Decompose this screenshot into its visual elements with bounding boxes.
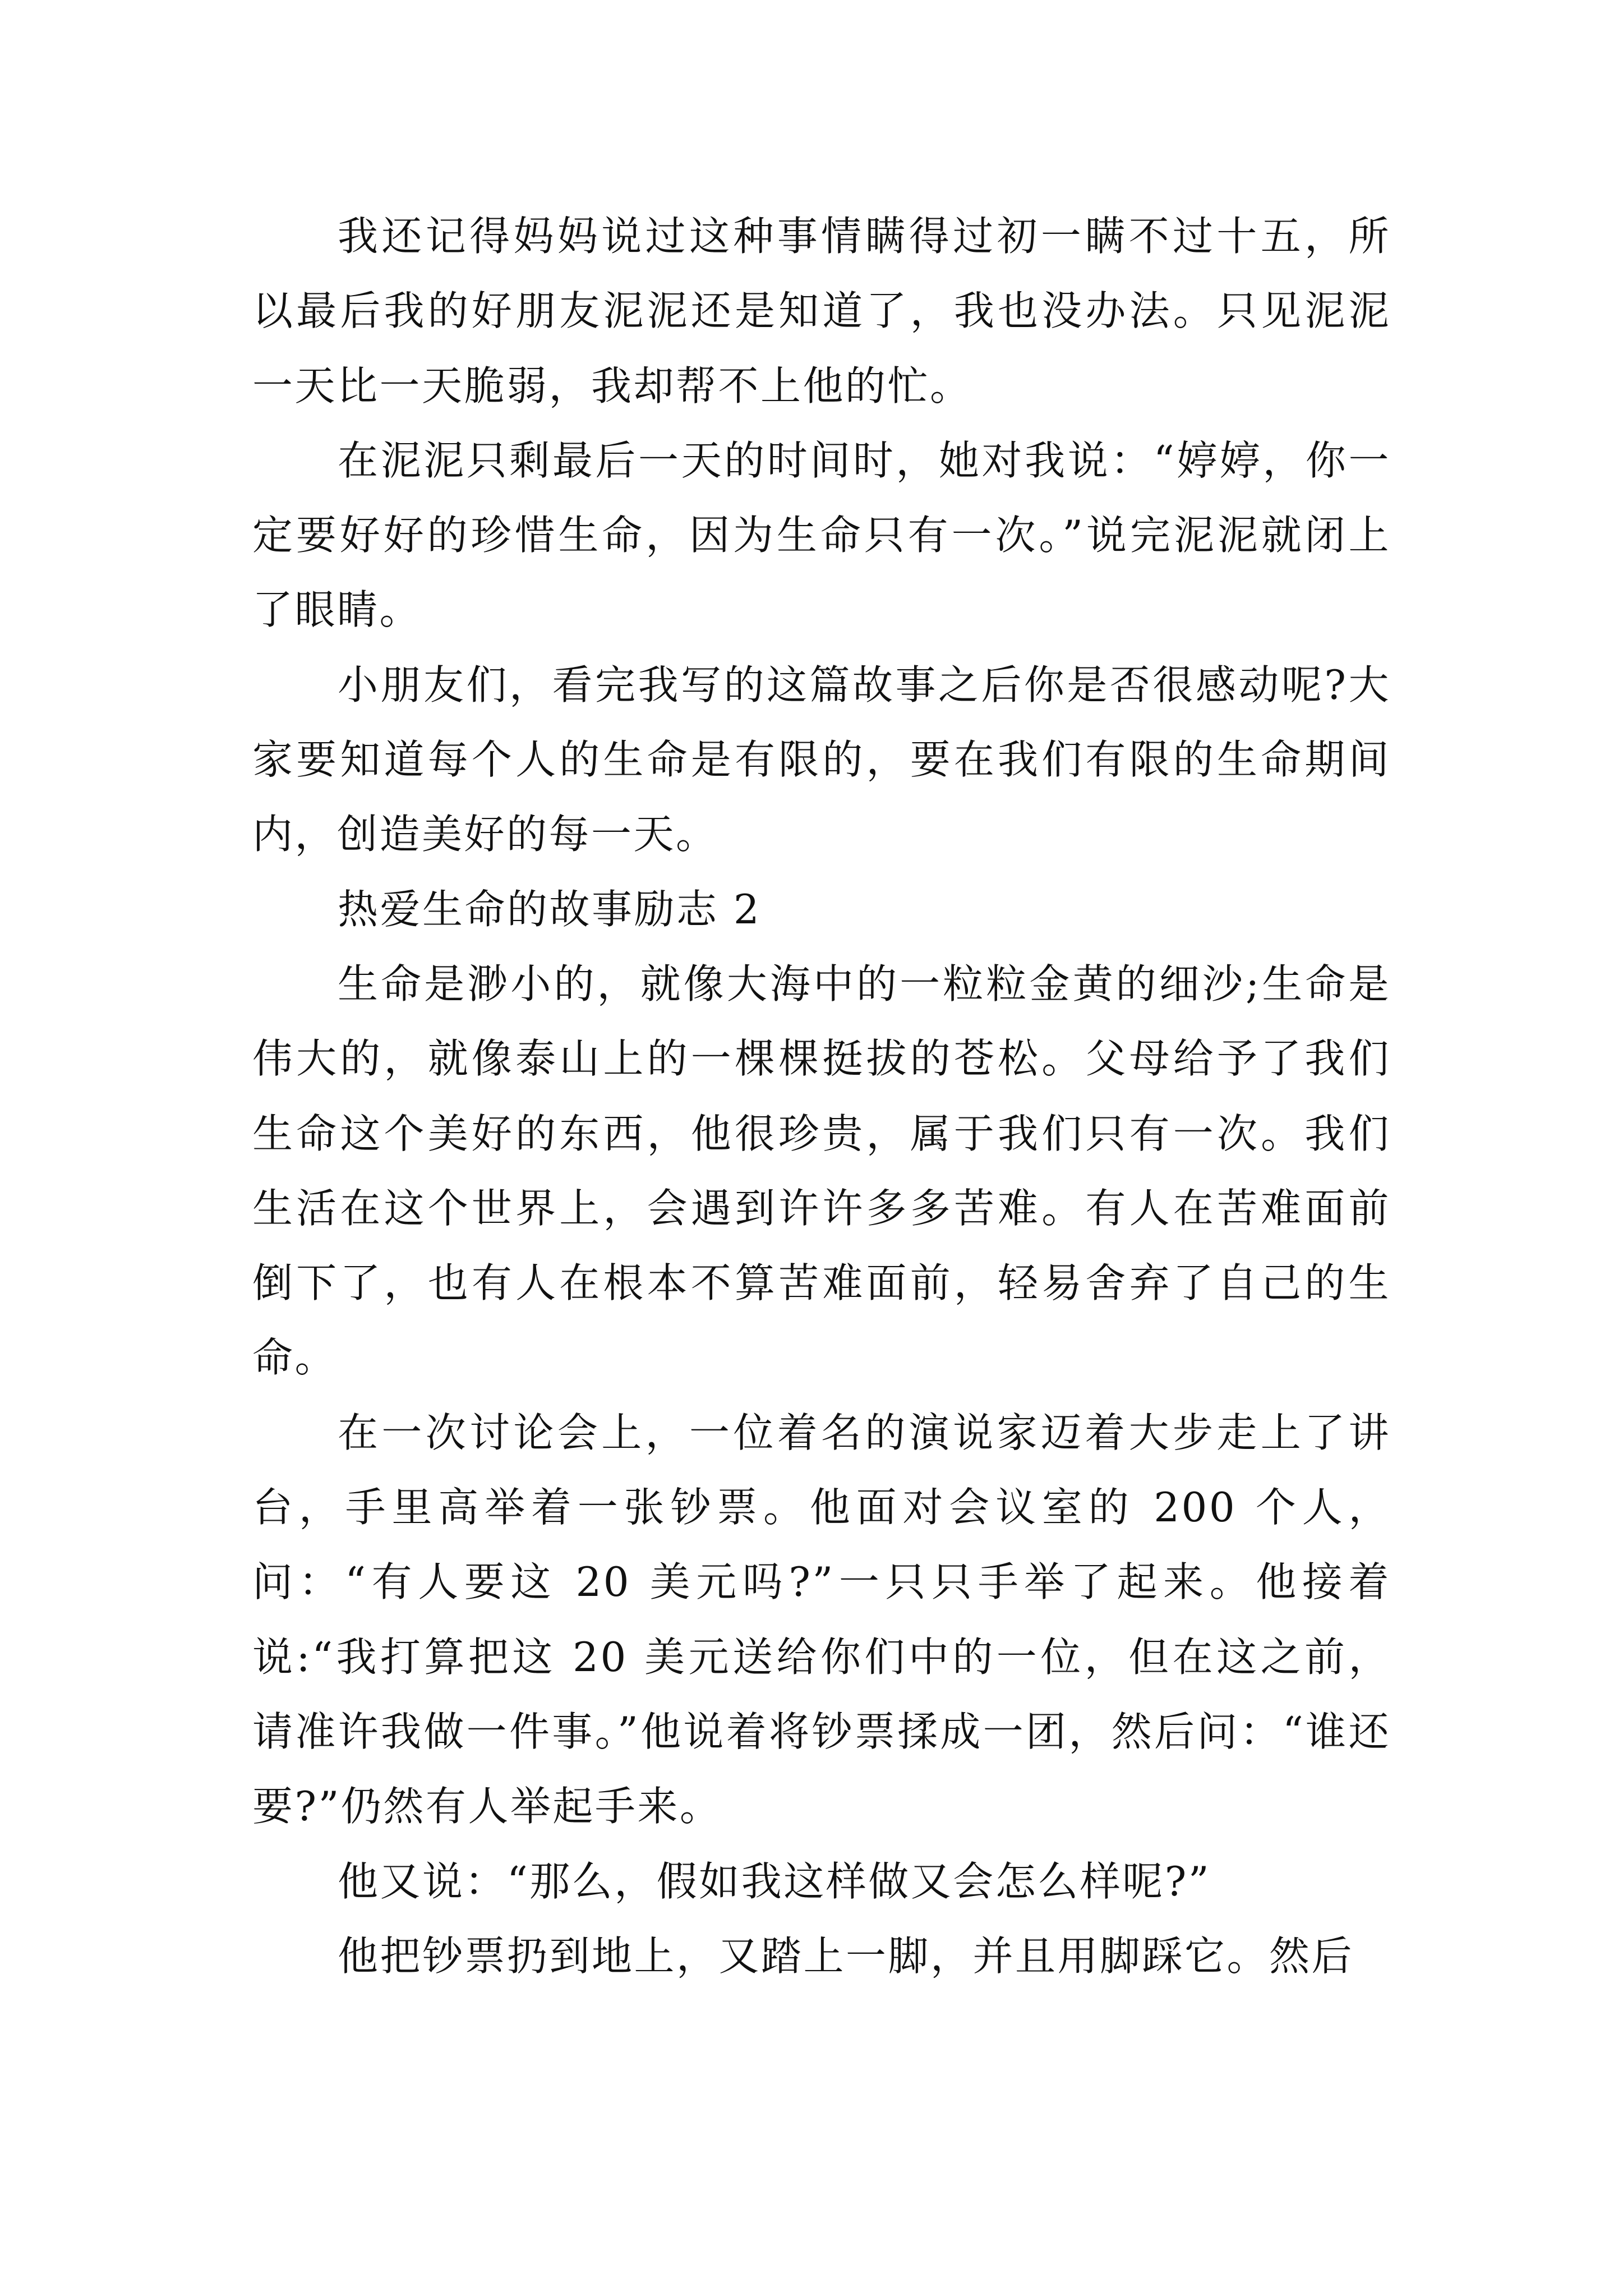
paragraph: 他把钞票扔到地上，又踏上一脚，并且用脚踩它。然后 <box>338 1932 1354 1980</box>
paragraph: 在一次讨论会上，一位着名的演说家迈着大步走上了讲台，手里高举着一张钞票。他面对会议室的 200 个人，问：“有人要这 20 美元吗?”一只只手举了起来。他接着说:“我打算把这 20 美元送给你们中的一位，但在这之前，请准许我做一件事。”他说着将钞票揉成一团，然后问：“谁还要?”仍然有人举起手来。 <box>252 1409 1391 1830</box>
paragraph: 在泥泥只剩最后一天的时间时，她对我说：“婷婷，你一定要好好的珍惜生命，因为生命只有一次。”说完泥泥就闭上了眼睛。 <box>252 436 1391 634</box>
paragraph: 他又说：“那么，假如我这样做又会怎么样呢?” <box>338 1857 1211 1905</box>
document-body <box>252 199 1391 1994</box>
section-heading: 热爱生命的故事励志 2 <box>338 885 762 933</box>
paragraph: 生命是渺小的，就像大海中的一粒粒金黄的细沙;生命是伟大的，就像泰山上的一棵棵挺拔的苍松。父母给予了我们生命这个美好的东西，他很珍贵，属于我们只有一次。我们生活在这个世界上，会遇到许许多多苦难。有人在苦难面前倒下了，也有人在根本不算苦难面前，轻易舍弃了自己的生命。 <box>252 960 1391 1382</box>
paragraph: 小朋友们，看完我写的这篇故事之后你是否很感动呢?大家要知道每个人的生命是有限的，要在我们有限的生命期间内，创造美好的每一天。 <box>252 661 1391 858</box>
paragraph: 我还记得妈妈说过这种事情瞒得过初一瞒不过十五，所以最后我的好朋友泥泥还是知道了，我也没办法。只见泥泥一天比一天脆弱，我却帮不上他的忙。 <box>252 213 1391 409</box>
